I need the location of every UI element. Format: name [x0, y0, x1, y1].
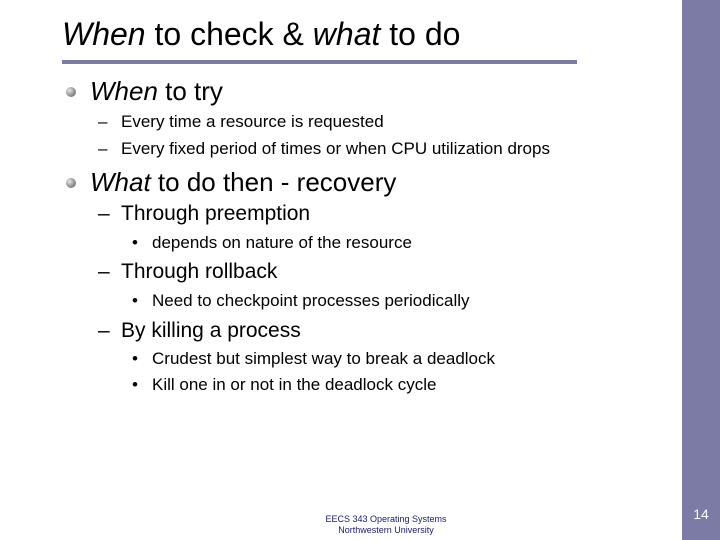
footer-course: EECS 343 Operating Systems	[325, 514, 447, 524]
dash-marker: –	[98, 202, 110, 225]
dash-marker: –	[98, 139, 108, 158]
sub-point-text: Kill one in or not in the deadlock cycle	[152, 375, 437, 394]
dash-marker: –	[98, 319, 110, 342]
title-when: When	[62, 16, 146, 52]
sub-item-text: Every time a resource is requested	[121, 112, 384, 131]
sub-point-text: Crudest but simplest way to break a deadlock	[152, 349, 496, 368]
bullet-label-em: What	[90, 167, 151, 197]
title-underline	[62, 60, 577, 64]
page-number: 14	[693, 506, 709, 522]
footer-university: Northwestern University	[338, 525, 434, 535]
sub-item-text: Every fixed period of times or when CPU utilization drops	[121, 139, 550, 158]
sidebar-accent-bar	[682, 0, 720, 540]
dot-marker: •	[132, 233, 138, 252]
sub-item-text: By killing a process	[121, 319, 301, 342]
dot-marker: •	[132, 349, 138, 368]
bullet-label-rest: to do then - recovery	[150, 167, 397, 197]
footer	[306, 514, 466, 536]
sub-item-text: Through rollback	[121, 260, 278, 283]
bullet-when-to-try	[90, 76, 223, 106]
sub-point-text: Need to checkpoint processes periodically	[152, 291, 470, 310]
dot-marker: •	[132, 375, 138, 394]
bullet-icon	[66, 87, 76, 97]
bullet-label-em: When	[90, 76, 158, 106]
dash-marker: –	[98, 260, 110, 283]
bullet-icon	[66, 178, 76, 188]
sub-point-text: depends on nature of the resource	[152, 233, 412, 252]
slide-title	[62, 14, 460, 54]
dot-marker: •	[132, 291, 138, 310]
dash-marker: –	[98, 112, 108, 131]
title-what: what	[312, 16, 381, 52]
bullet-what-to-do	[90, 167, 396, 197]
bullet-label-rest: to try	[157, 76, 223, 106]
title-part1: to check &	[145, 16, 313, 52]
sub-item-text: Through preemption	[121, 202, 311, 225]
title-part2: to do	[380, 16, 461, 52]
